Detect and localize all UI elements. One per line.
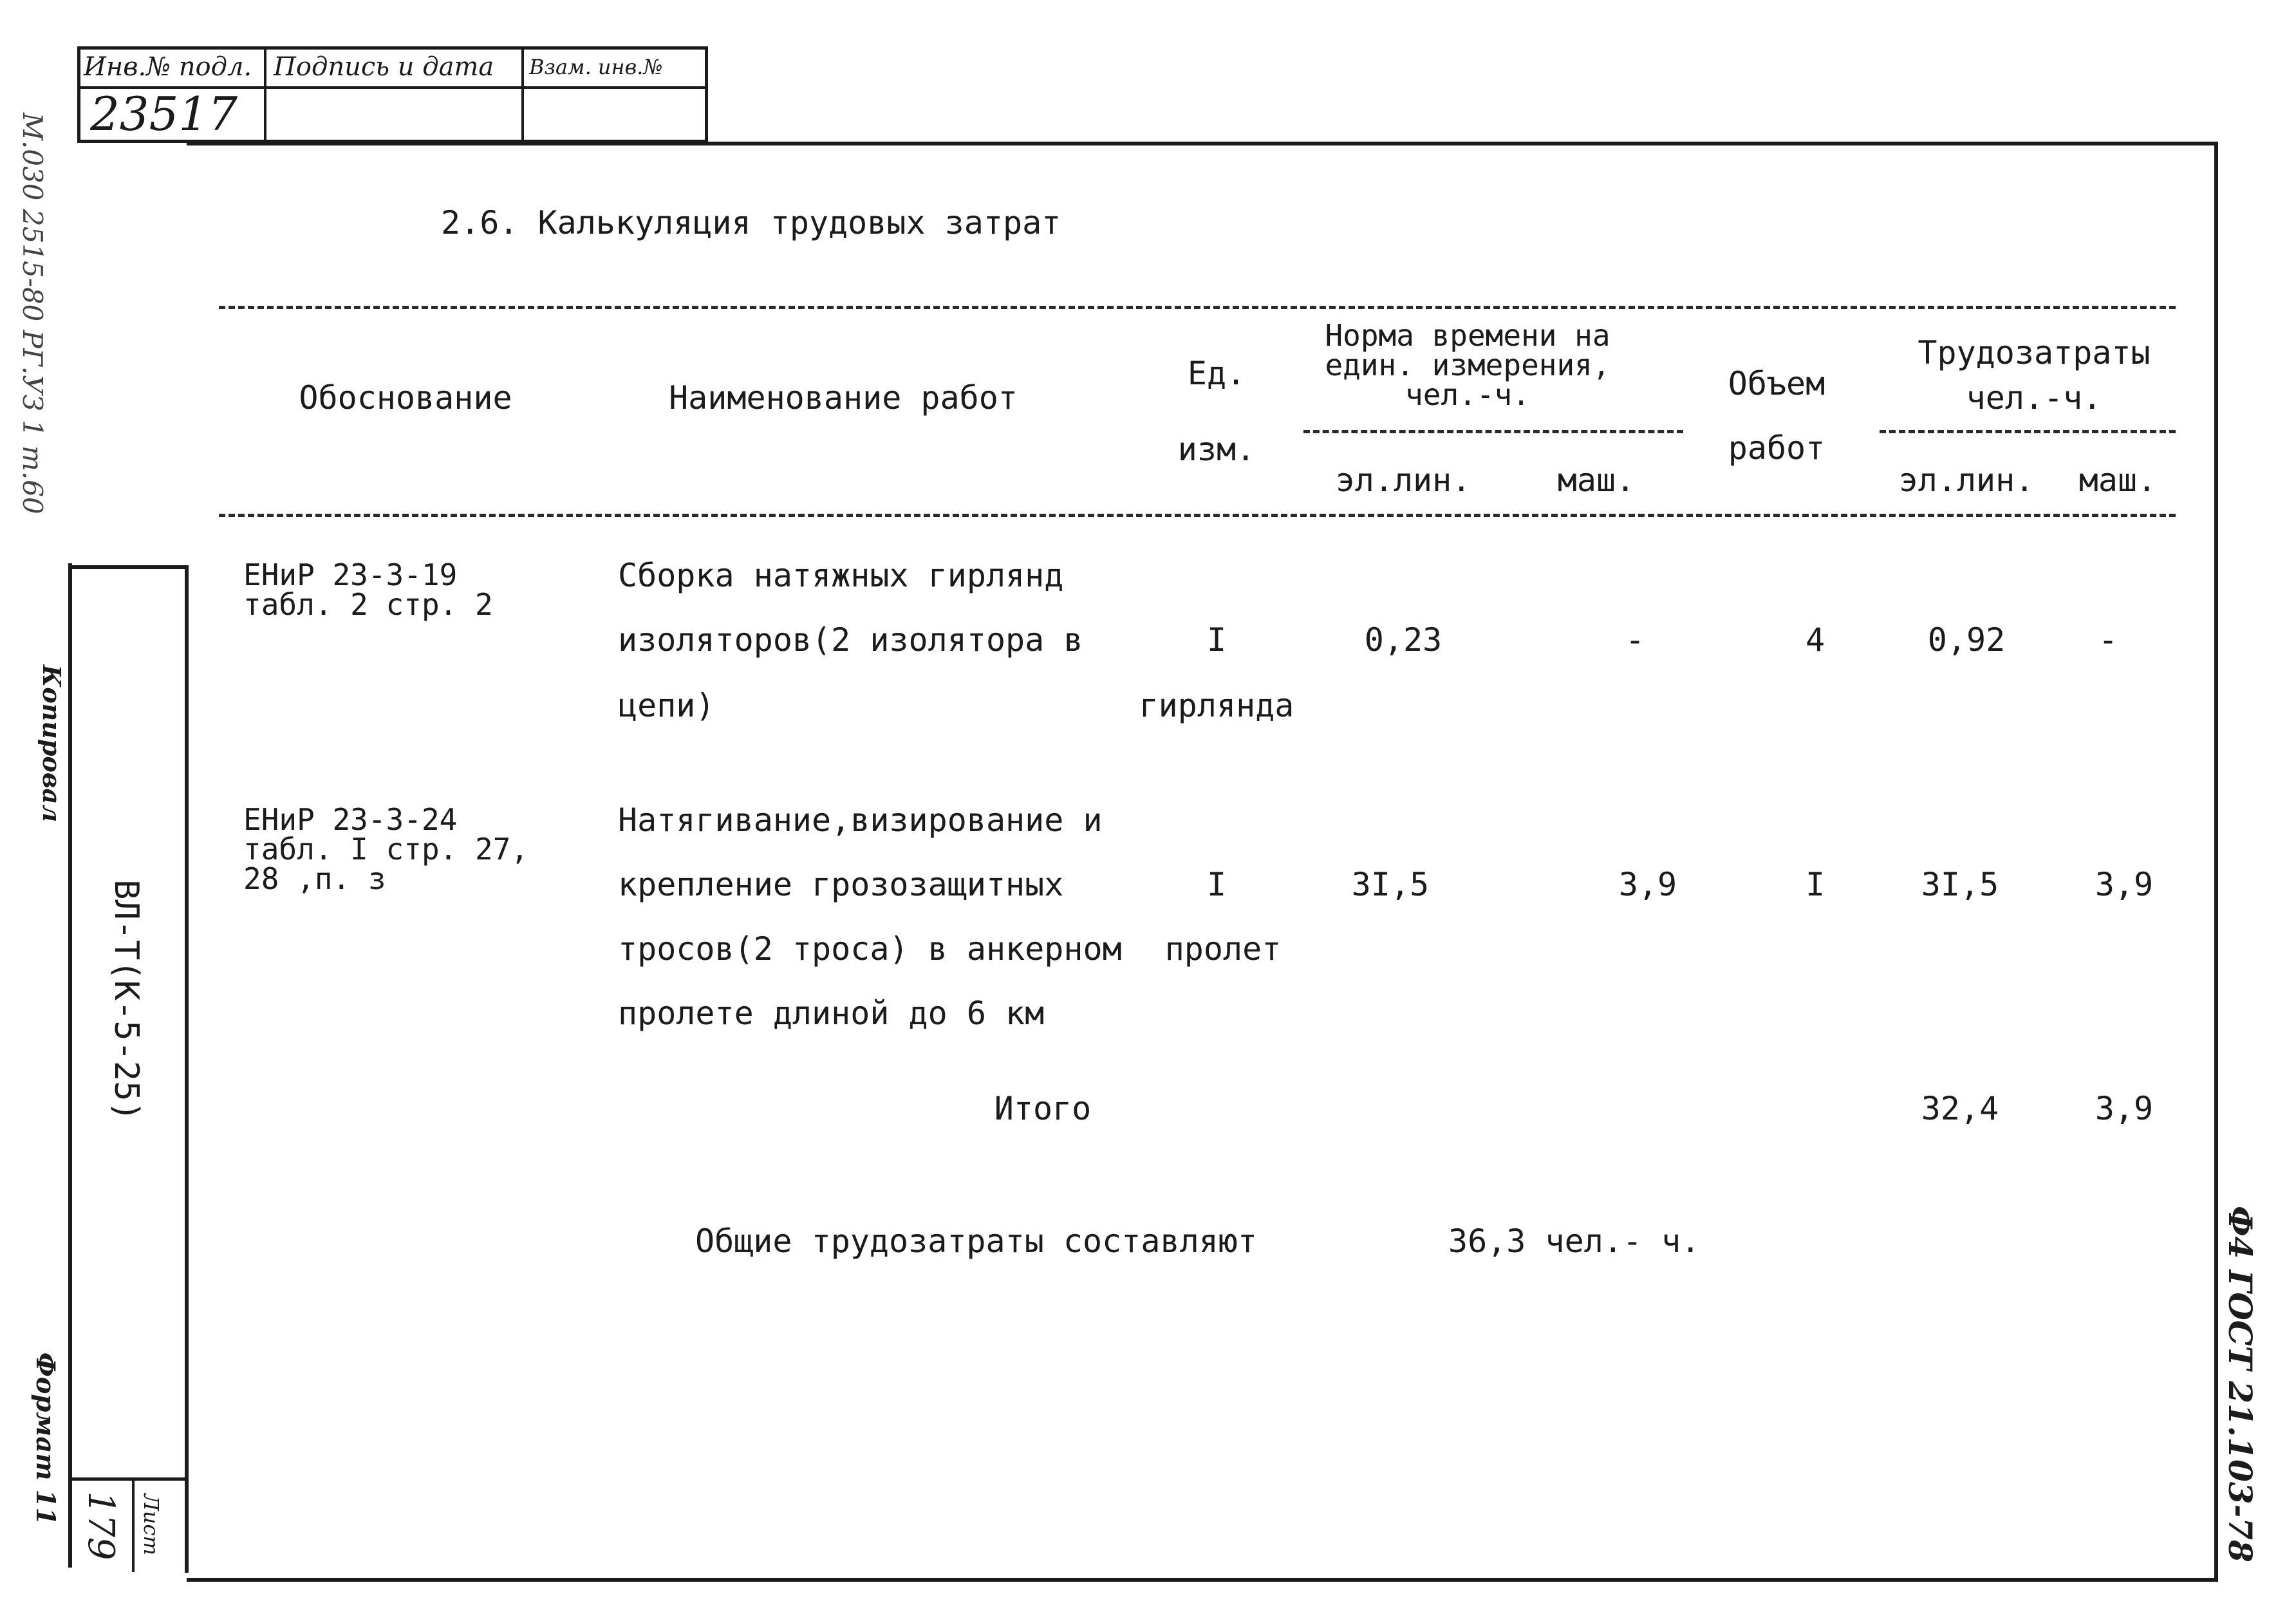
- header-norm-1: Норма времени на: [1325, 318, 1610, 353]
- stamp-col1-header: Инв.№ подл.: [84, 52, 252, 82]
- sheet-number: 179: [80, 1491, 122, 1560]
- header-labor-el: эл.лин.: [1898, 462, 2035, 499]
- row2-basis-1: ЕНиР 23-3-24: [243, 802, 458, 837]
- row2-unit-name: пролет: [1164, 930, 1282, 968]
- row1-name-3: цепи): [618, 687, 715, 724]
- row1-labor-mash: -: [2098, 621, 2118, 659]
- header-name: Наименование работ: [669, 379, 1018, 417]
- header-norm-3: чел.-ч.: [1405, 377, 1530, 412]
- row1-labor-el: 0,92: [1927, 621, 2006, 659]
- row1-norm-el: 0,23: [1364, 621, 1442, 659]
- header-unit-1: Ед.: [1187, 355, 1246, 392]
- stamp-col2-header: Подпись и дата: [274, 52, 494, 82]
- row2-name-4: пролете длиной до 6 км: [618, 995, 1045, 1032]
- row2-name-2: крепление грозозащитных: [618, 866, 1064, 903]
- row1-basis-2: табл. 2 стр. 2: [243, 587, 493, 622]
- stamp-divider-1: [264, 46, 266, 143]
- sheet-label: Лист: [139, 1494, 163, 1555]
- header-basis: Обоснование: [299, 379, 512, 417]
- left-margin-top-line: [68, 565, 187, 569]
- left-frame-line: [185, 565, 189, 1573]
- header-norm-mash: маш.: [1557, 462, 1636, 499]
- summary-label: Общие трудозатраты составляют: [695, 1223, 1257, 1260]
- gost-label: Ф4 ГОСТ 21.103-78: [2221, 1206, 2259, 1562]
- row1-volume: 4: [1805, 621, 1825, 659]
- header-labor-mash: маш.: [2078, 462, 2157, 499]
- row1-unit-value: I: [1206, 621, 1227, 659]
- designation: ВЛ-Т(К-5-25): [107, 879, 145, 1121]
- row1-norm-mash: -: [1625, 621, 1645, 659]
- stamp-col3-header: Взам. инв.№: [529, 55, 663, 79]
- inventory-number: 23517: [90, 87, 238, 141]
- row2-norm-el: 3I,5: [1351, 866, 1430, 903]
- row2-labor-mash: 3,9: [2095, 866, 2154, 903]
- row2-basis-2: табл. I стр. 27,: [243, 832, 529, 867]
- row1-basis-1: ЕНиР 23-3-19: [243, 558, 458, 592]
- total-label: Итого: [994, 1090, 1092, 1127]
- header-labor-1: Трудозатраты: [1918, 334, 2151, 371]
- header-bottom-rule: [219, 514, 2176, 517]
- labor-sub-rule: [1880, 430, 2176, 433]
- section-title: 2.6. Калькуляция трудовых затрат: [441, 204, 1061, 241]
- sheet-box-top: [68, 1477, 187, 1481]
- row1-name-1: Сборка натяжных гирлянд: [618, 557, 1064, 594]
- header-norm-2: един. измерения,: [1325, 348, 1610, 382]
- total-labor-mash: 3,9: [2095, 1090, 2154, 1127]
- table-top-rule: [219, 306, 2176, 309]
- row2-name-3: тросов(2 троса) в анкерном: [618, 930, 1122, 968]
- summary-value: 36,3 чел.- ч.: [1448, 1223, 1701, 1260]
- stamp-divider-2: [521, 46, 524, 143]
- header-volume-2: работ: [1728, 429, 1825, 467]
- row2-labor-el: 3I,5: [1921, 866, 1999, 903]
- header-norm-el: эл.лин.: [1335, 462, 1471, 499]
- format-label: Формат 11: [30, 1352, 61, 1526]
- header-unit-2: изм.: [1177, 431, 1256, 468]
- header-volume-1: Объем: [1728, 365, 1825, 402]
- row2-name-1: Натягивание,визирование и: [618, 801, 1103, 839]
- row2-basis-3: 28 ,п. з: [243, 861, 386, 896]
- row1-name-2: изоляторов(2 изолятора в: [618, 621, 1083, 659]
- margin-code: М.030 2515-80 РГ.УЗ 1 т.60: [17, 113, 48, 514]
- header-labor-2: чел.-ч.: [1966, 379, 2102, 417]
- row2-unit-value: I: [1206, 866, 1227, 903]
- row2-norm-mash: 3,9: [1618, 866, 1677, 903]
- copied-label: Копировал: [37, 664, 66, 823]
- left-margin-line: [68, 563, 72, 1568]
- total-labor-el: 32,4: [1921, 1090, 1999, 1127]
- row1-unit-name: гирлянда: [1139, 687, 1294, 724]
- row2-volume: I: [1805, 866, 1825, 903]
- norm-sub-rule: [1303, 430, 1683, 433]
- sheet-box-divider: [132, 1477, 135, 1572]
